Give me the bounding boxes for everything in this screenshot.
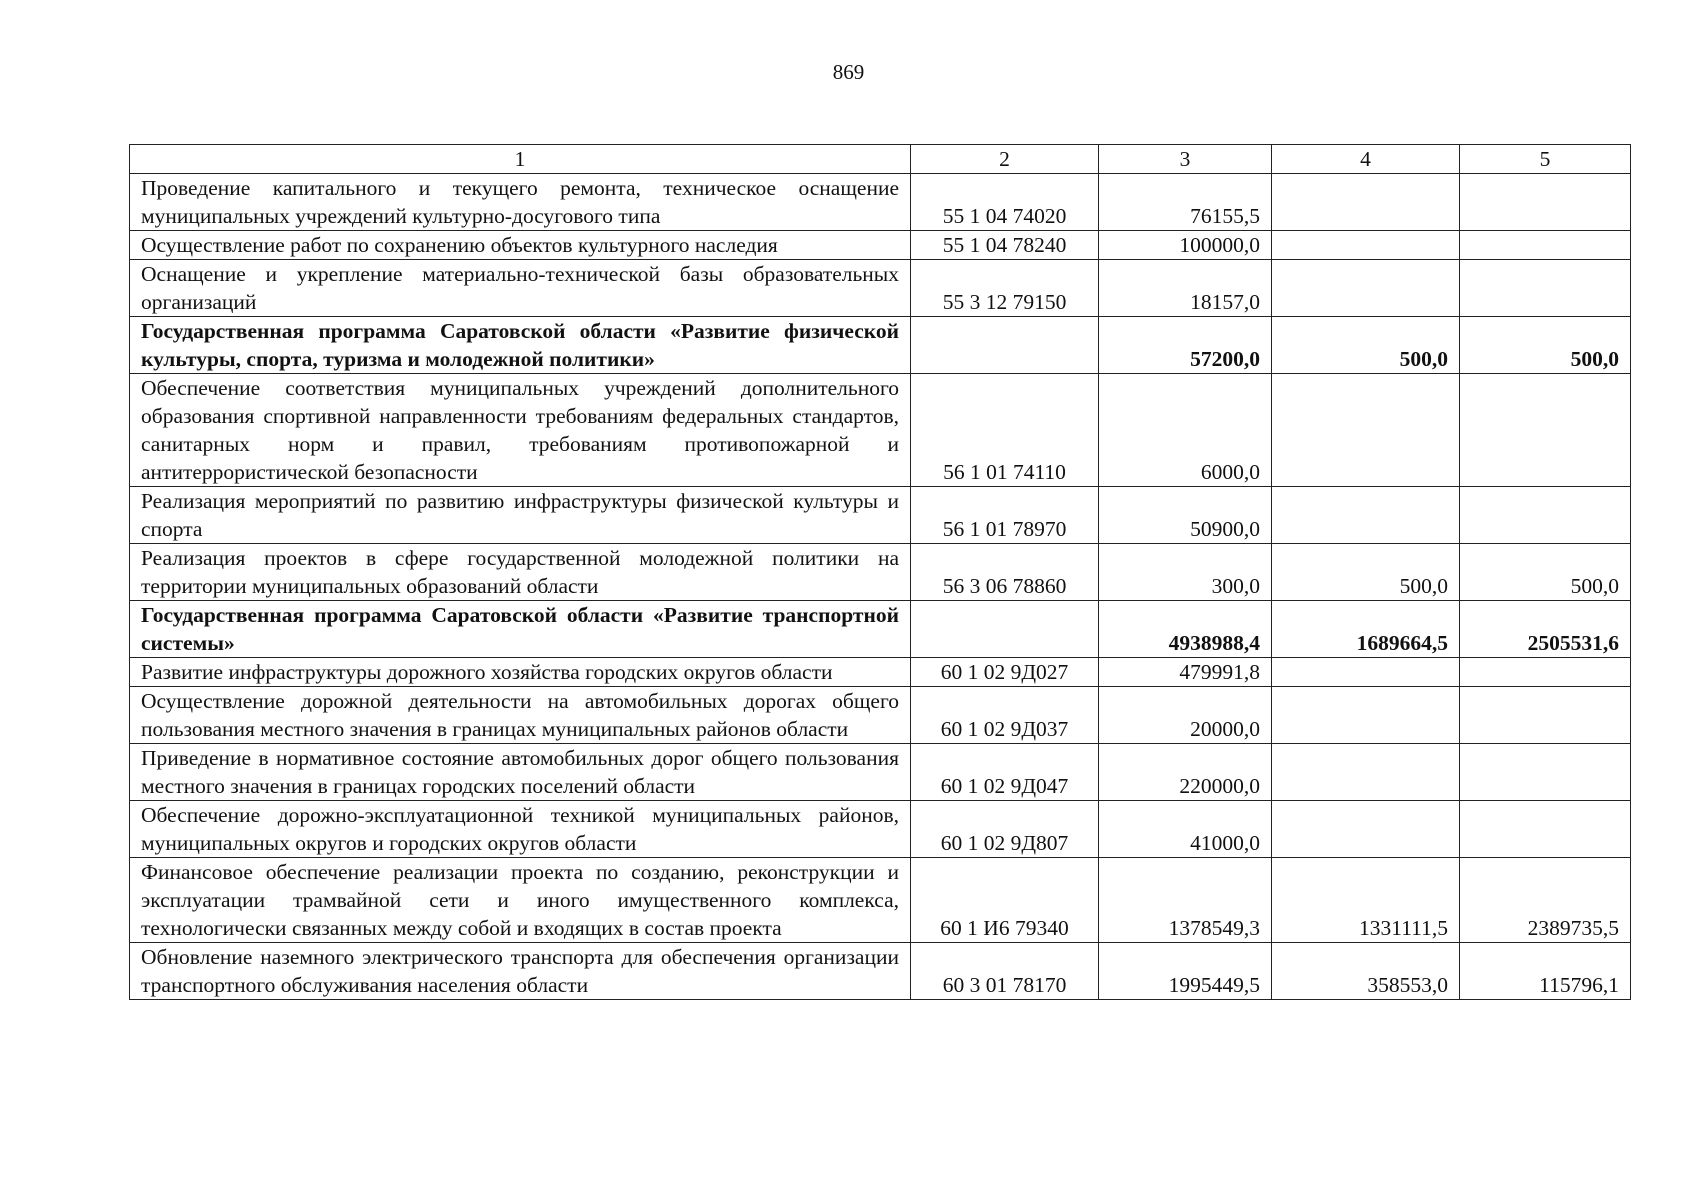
column-header-2: 2 <box>911 145 1099 174</box>
column-header-1: 1 <box>130 145 911 174</box>
program-total-row <box>130 601 1631 658</box>
row-name-cell: Государственная программа Саратовской области «Развитие транспортной системы» <box>130 601 911 658</box>
table-header <box>130 145 1631 174</box>
column-header-3: 3 <box>1099 145 1272 174</box>
row-name-cell: Государственная программа Саратовской области «Развитие физической культуры, спорта, туризма и молодежной политики» <box>130 317 911 374</box>
row-code-cell: 60 1 02 9Д807 <box>911 801 1099 858</box>
row-code-cell: 60 1 02 9Д037 <box>911 687 1099 744</box>
row-code-cell: 56 1 01 78970 <box>911 487 1099 544</box>
table-row <box>130 374 1631 487</box>
table-row <box>130 744 1631 801</box>
row-name-cell: Оснащение и укрепление материально-технической базы образовательных организаций <box>130 260 911 317</box>
row-name-cell: Приведение в нормативное состояние автомобильных дорог общего пользования местного значения в границах городских поселений области <box>130 744 911 801</box>
table-row <box>130 858 1631 943</box>
row-value-col4-cell: 358553,0 <box>1272 943 1460 1000</box>
row-value-col5-cell: 500,0 <box>1460 317 1631 374</box>
row-name-cell: Реализация проектов в сфере государственной молодежной политики на территории муниципальных образований области <box>130 544 911 601</box>
row-value-col5-cell <box>1460 801 1631 858</box>
row-value-col3-cell: 20000,0 <box>1099 687 1272 744</box>
row-code-cell: 60 1 И6 79340 <box>911 858 1099 943</box>
program-total-row <box>130 317 1631 374</box>
row-value-col4-cell: 1689664,5 <box>1272 601 1460 658</box>
row-value-col3-cell: 18157,0 <box>1099 260 1272 317</box>
row-value-col4-cell <box>1272 801 1460 858</box>
row-value-col5-cell <box>1460 374 1631 487</box>
row-value-col3-cell: 1378549,3 <box>1099 858 1272 943</box>
row-name-cell: Развитие инфраструктуры дорожного хозяйства городских округов области <box>130 658 911 687</box>
row-code-cell <box>911 317 1099 374</box>
row-code-cell: 60 3 01 78170 <box>911 943 1099 1000</box>
table-row <box>130 260 1631 317</box>
row-name-cell: Обновление наземного электрического транспорта для обеспечения организации транспортного обслуживания населения области <box>130 943 911 1000</box>
table-row <box>130 544 1631 601</box>
row-value-col5-cell <box>1460 487 1631 544</box>
row-value-col3-cell: 41000,0 <box>1099 801 1272 858</box>
row-value-col4-cell: 500,0 <box>1272 317 1460 374</box>
row-value-col5-cell <box>1460 744 1631 801</box>
row-value-col3-cell: 100000,0 <box>1099 231 1272 260</box>
header-row <box>130 145 1631 174</box>
row-value-col3-cell: 1995449,5 <box>1099 943 1272 1000</box>
row-value-col5-cell <box>1460 658 1631 687</box>
table-row <box>130 231 1631 260</box>
row-value-col4-cell: 1331111,5 <box>1272 858 1460 943</box>
row-value-col4-cell <box>1272 231 1460 260</box>
table-row <box>130 943 1631 1000</box>
row-value-col4-cell <box>1272 174 1460 231</box>
row-name-cell: Обеспечение соответствия муниципальных учреждений дополнительного образования спортивной направленности требованиям федеральных стандартов, санитарных норм и правил, требованиям противопожарной и антитеррористической безопасности <box>130 374 911 487</box>
row-value-col5-cell: 115796,1 <box>1460 943 1631 1000</box>
column-header-4: 4 <box>1272 145 1460 174</box>
row-value-col5-cell <box>1460 687 1631 744</box>
row-code-cell: 55 1 04 78240 <box>911 231 1099 260</box>
row-value-col4-cell <box>1272 260 1460 317</box>
row-code-cell: 60 1 02 9Д027 <box>911 658 1099 687</box>
row-value-col3-cell: 220000,0 <box>1099 744 1272 801</box>
table-row <box>130 658 1631 687</box>
column-header-5: 5 <box>1460 145 1631 174</box>
table-row <box>130 687 1631 744</box>
row-name-cell: Проведение капитального и текущего ремонта, техническое оснащение муниципальных учреждений культурно-досугового типа <box>130 174 911 231</box>
row-value-col3-cell: 76155,5 <box>1099 174 1272 231</box>
row-value-col3-cell: 50900,0 <box>1099 487 1272 544</box>
row-value-col3-cell: 6000,0 <box>1099 374 1272 487</box>
row-value-col4-cell <box>1272 658 1460 687</box>
row-name-cell: Обеспечение дорожно-эксплуатационной техникой муниципальных районов, муниципальных округов и городских округов области <box>130 801 911 858</box>
table-row <box>130 801 1631 858</box>
row-code-cell: 56 3 06 78860 <box>911 544 1099 601</box>
row-value-col5-cell <box>1460 174 1631 231</box>
row-value-col3-cell: 479991,8 <box>1099 658 1272 687</box>
row-name-cell: Осуществление дорожной деятельности на автомобильных дорогах общего пользования местного значения в границах муниципальных районов области <box>130 687 911 744</box>
budget-table <box>129 144 1631 1000</box>
row-value-col5-cell <box>1460 260 1631 317</box>
row-value-col3-cell: 57200,0 <box>1099 317 1272 374</box>
row-value-col4-cell <box>1272 374 1460 487</box>
row-name-cell: Осуществление работ по сохранению объектов культурного наследия <box>130 231 911 260</box>
row-code-cell: 55 1 04 74020 <box>911 174 1099 231</box>
table-row <box>130 487 1631 544</box>
row-value-col3-cell: 4938988,4 <box>1099 601 1272 658</box>
row-code-cell: 55 3 12 79150 <box>911 260 1099 317</box>
page-number: 869 <box>832 60 865 84</box>
row-code-cell: 56 1 01 74110 <box>911 374 1099 487</box>
row-code-cell <box>911 601 1099 658</box>
row-name-cell: Реализация мероприятий по развитию инфраструктуры физической культуры и спорта <box>130 487 911 544</box>
row-value-col3-cell: 300,0 <box>1099 544 1272 601</box>
row-value-col4-cell <box>1272 744 1460 801</box>
row-value-col5-cell: 2389735,5 <box>1460 858 1631 943</box>
row-value-col5-cell: 2505531,6 <box>1460 601 1631 658</box>
row-value-col4-cell <box>1272 687 1460 744</box>
row-code-cell: 60 1 02 9Д047 <box>911 744 1099 801</box>
row-value-col4-cell: 500,0 <box>1272 544 1460 601</box>
row-name-cell: Финансовое обеспечение реализации проекта по созданию, реконструкции и эксплуатации трамвайной сети и иного имущественного комплекса, технологически связанных между собой и входящих в состав проекта <box>130 858 911 943</box>
row-value-col5-cell: 500,0 <box>1460 544 1631 601</box>
table-row <box>130 174 1631 231</box>
table-body <box>130 174 1631 1000</box>
row-value-col4-cell <box>1272 487 1460 544</box>
row-value-col5-cell <box>1460 231 1631 260</box>
